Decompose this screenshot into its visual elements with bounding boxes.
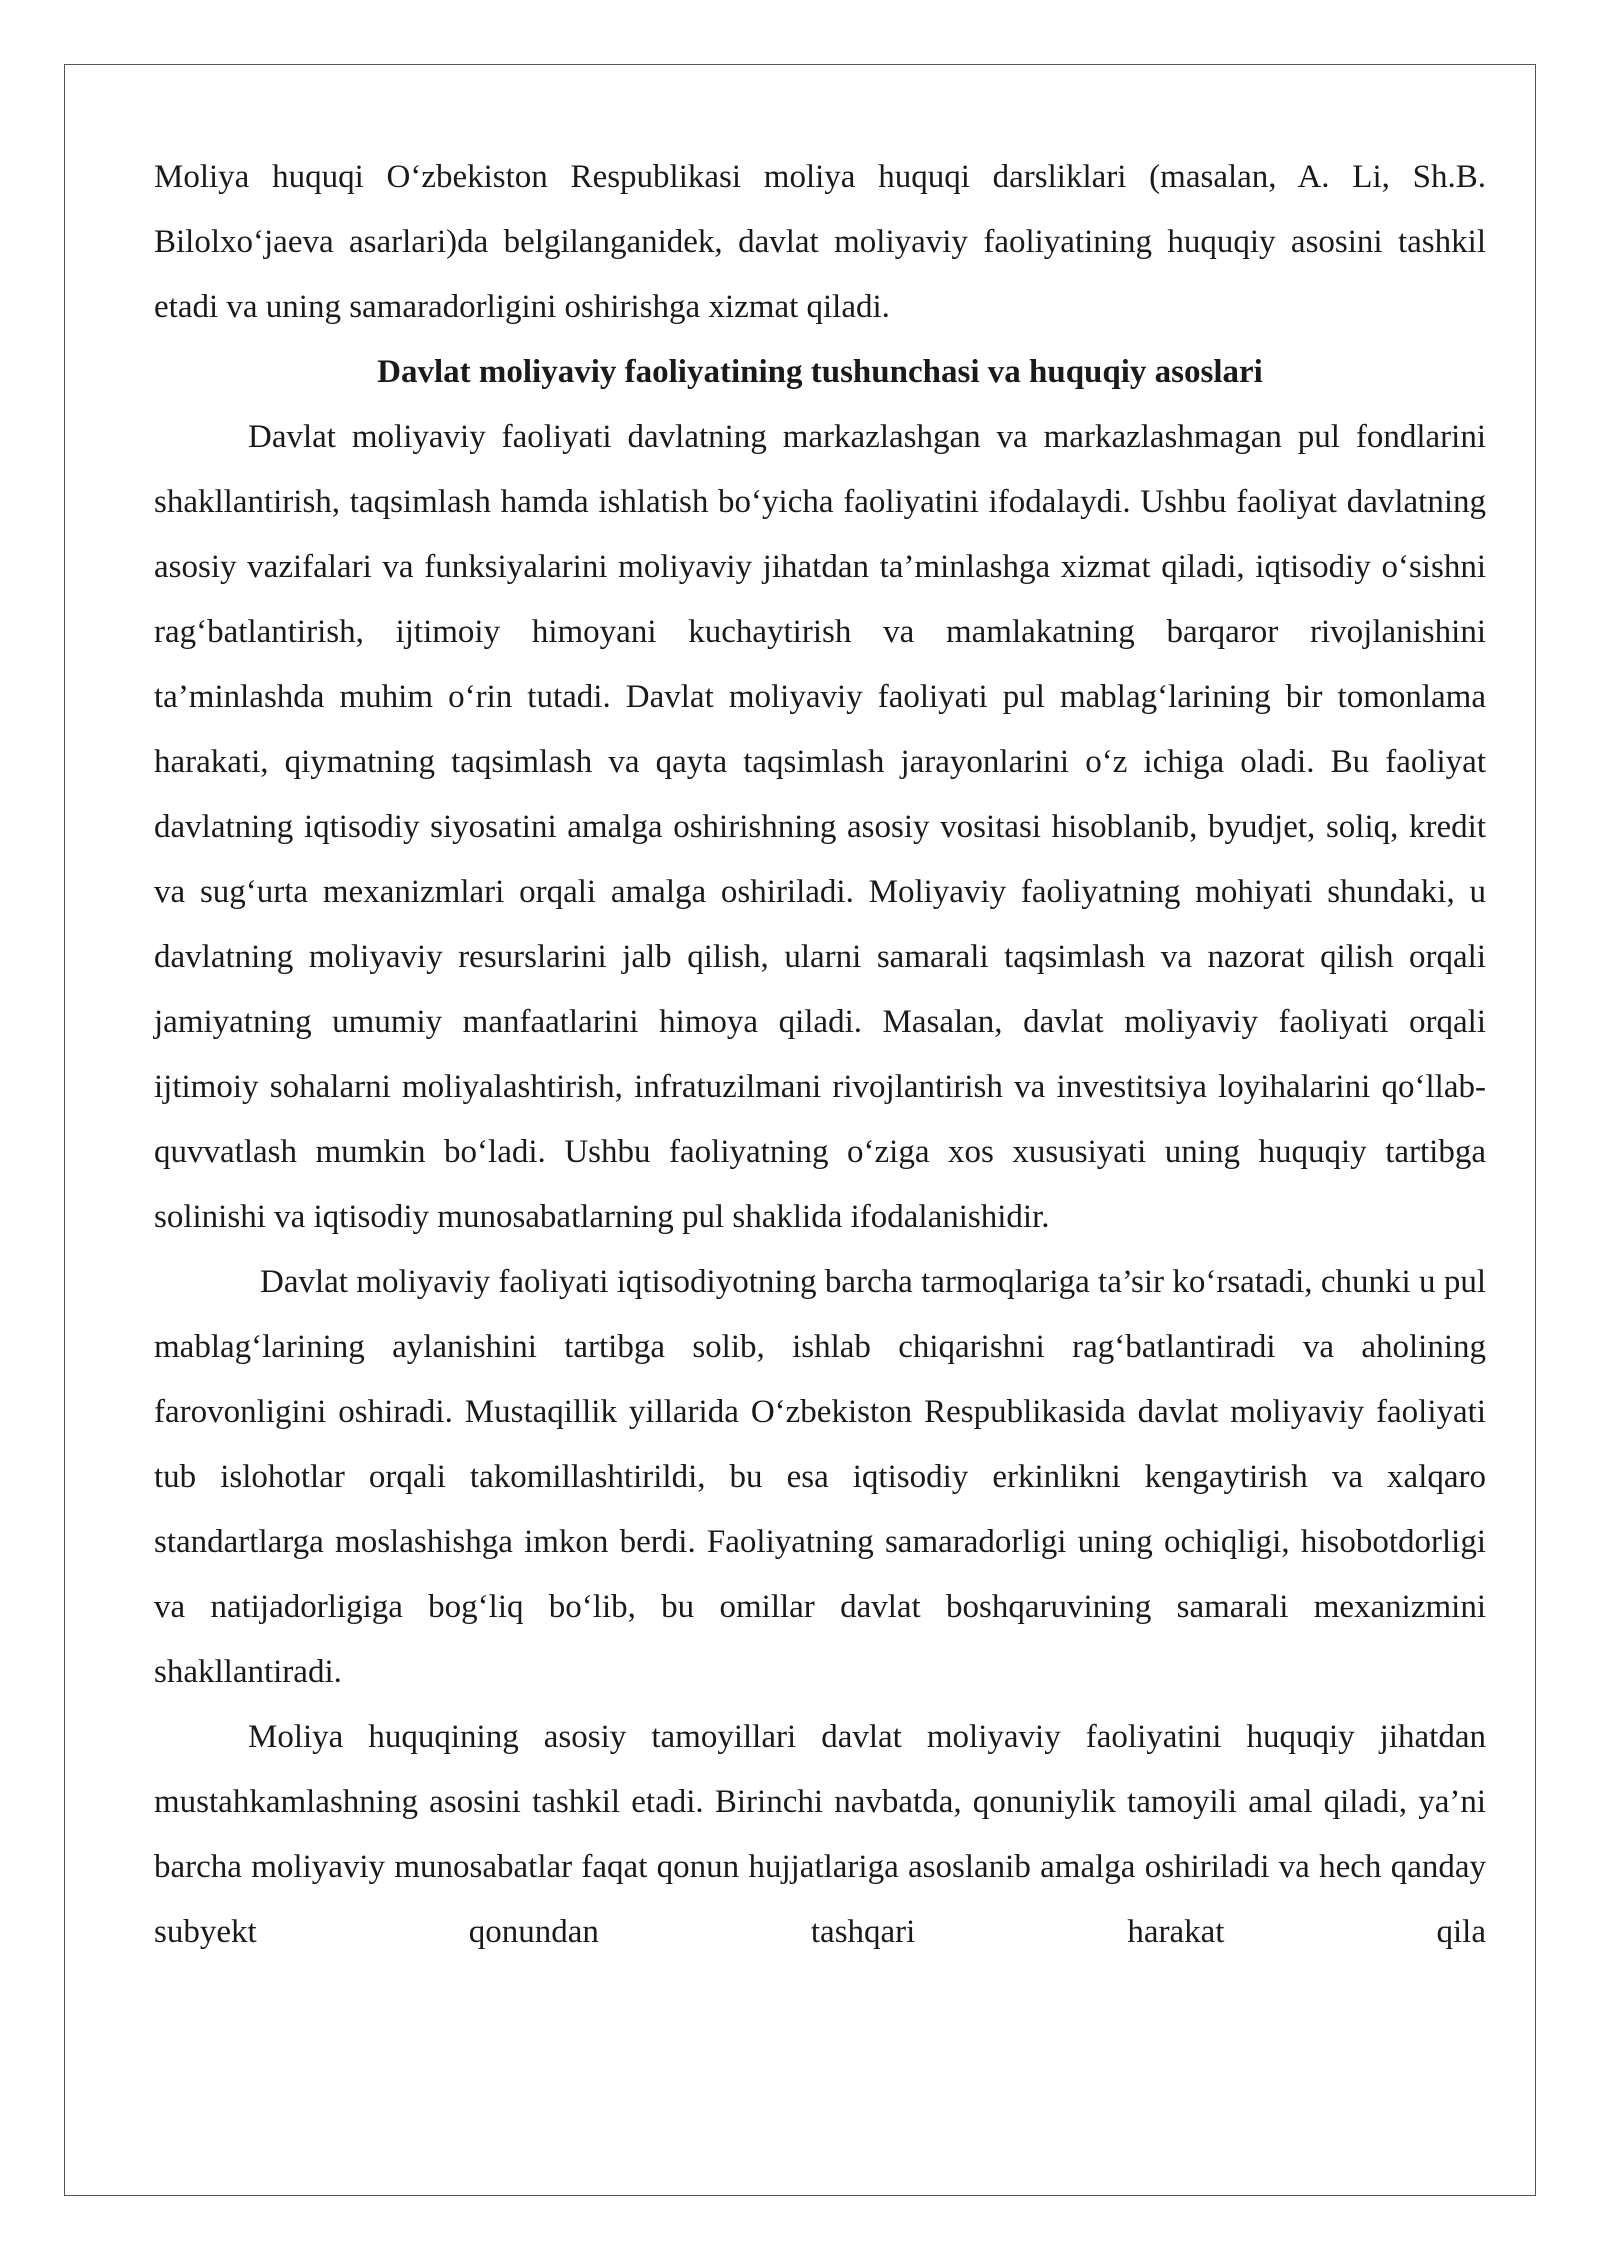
paragraph-intro: Moliya huquqi O‘zbekiston Respublikasi moliya huquqi darsliklari (masalan, A. Li, Sh.B. Bilolxo‘jaeva asarlari)da belgilanganidek, davlat moliyaviy faoliyatining huquqiy asosini tashkil etadi va uning samaradorligini oshirishga xizmat qiladi.	[154, 159, 1486, 325]
section-heading: Davlat moliyaviy faoliyatining tushunchasi va huquqiy asoslari	[377, 354, 1263, 390]
paragraph-3: Moliya huquqining asosiy tamoyillari davlat moliyaviy faoliyatini huquqiy jihatdan mustahkamlashning asosini tashkil etadi. Birinchi navbatda, qonuniylik tamoyili amal qiladi, ya’ni barcha moliyaviy munosabatlar faqat qonun hujjatlariga asoslanib amalga oshiriladi va hech qanday subyekt qonundan tashqari harakat qila	[154, 1719, 1486, 1950]
document-body	[154, 145, 1486, 1965]
paragraph-1: Davlat moliyaviy faoliyati davlatning markazlashgan va markazlashmagan pul fondlarini shakllantirish, taqsimlash hamda ishlatish bo‘yicha faoliyatini ifodalaydi. Ushbu faoliyat davlatning asosiy vazifalari va funksiyalarini moliyaviy jihatdan ta’minlashga xizmat qiladi, iqtisodiy o‘sishni rag‘batlantirish, ijtimoiy himoyani kuchaytirish va mamlakatning barqaror rivojlanishini ta’minlashda muhim o‘rin tutadi. Davlat moliyaviy faoliyati pul mablag‘larining bir tomonlama harakati, qiymatning taqsimlash va qayta taqsimlash jarayonlarini o‘z ichiga oladi. Bu faoliyat davlatning iqtisodiy siyosatini amalga oshirishning asosiy vositasi hisoblanib, byudjet, soliq, kredit va sug‘urta mexanizmlari orqali amalga oshiriladi. Moliyaviy faoliyatning mohiyati shundaki, u davlatning moliyaviy resurslarini jalb qilish, ularni samarali taqsimlash va nazorat qilish orqali jamiyatning umumiy manfaatlarini himoya qiladi. Masalan, davlat moliyaviy faoliyati orqali ijtimoiy sohalarni moliyalashtirish, infratuzilmani rivojlantirish va investitsiya loyihalarini qo‘llab-quvvatlash mumkin bo‘ladi. Ushbu faoliyatning o‘ziga xos xususiyati uning huquqiy tartibga solinishi va iqtisodiy munosabatlarning pul shaklida ifodalanishidir.	[154, 419, 1486, 1235]
paragraph-2: Davlat moliyaviy faoliyati iqtisodiyotning barcha tarmoqlariga ta’sir ko‘rsatadi, chunki u pul mablag‘larining aylanishini tartibga solib, ishlab chiqarishni rag‘batlantiradi va aholining farovonligini oshiradi. Mustaqillik yillarida O‘zbekiston Respublikasida davlat moliyaviy faoliyati tub islohotlar orqali takomillashtirildi, bu esa iqtisodiy erkinlikni kengaytirish va xalqaro standartlarga moslashishga imkon berdi. Faoliyatning samaradorligi uning ochiqligi, hisobotdorligi va natijadorligiga bog‘liq bo‘lib, bu omillar davlat boshqaruvining samarali mexanizmini shakllantiradi.	[154, 1264, 1486, 1690]
